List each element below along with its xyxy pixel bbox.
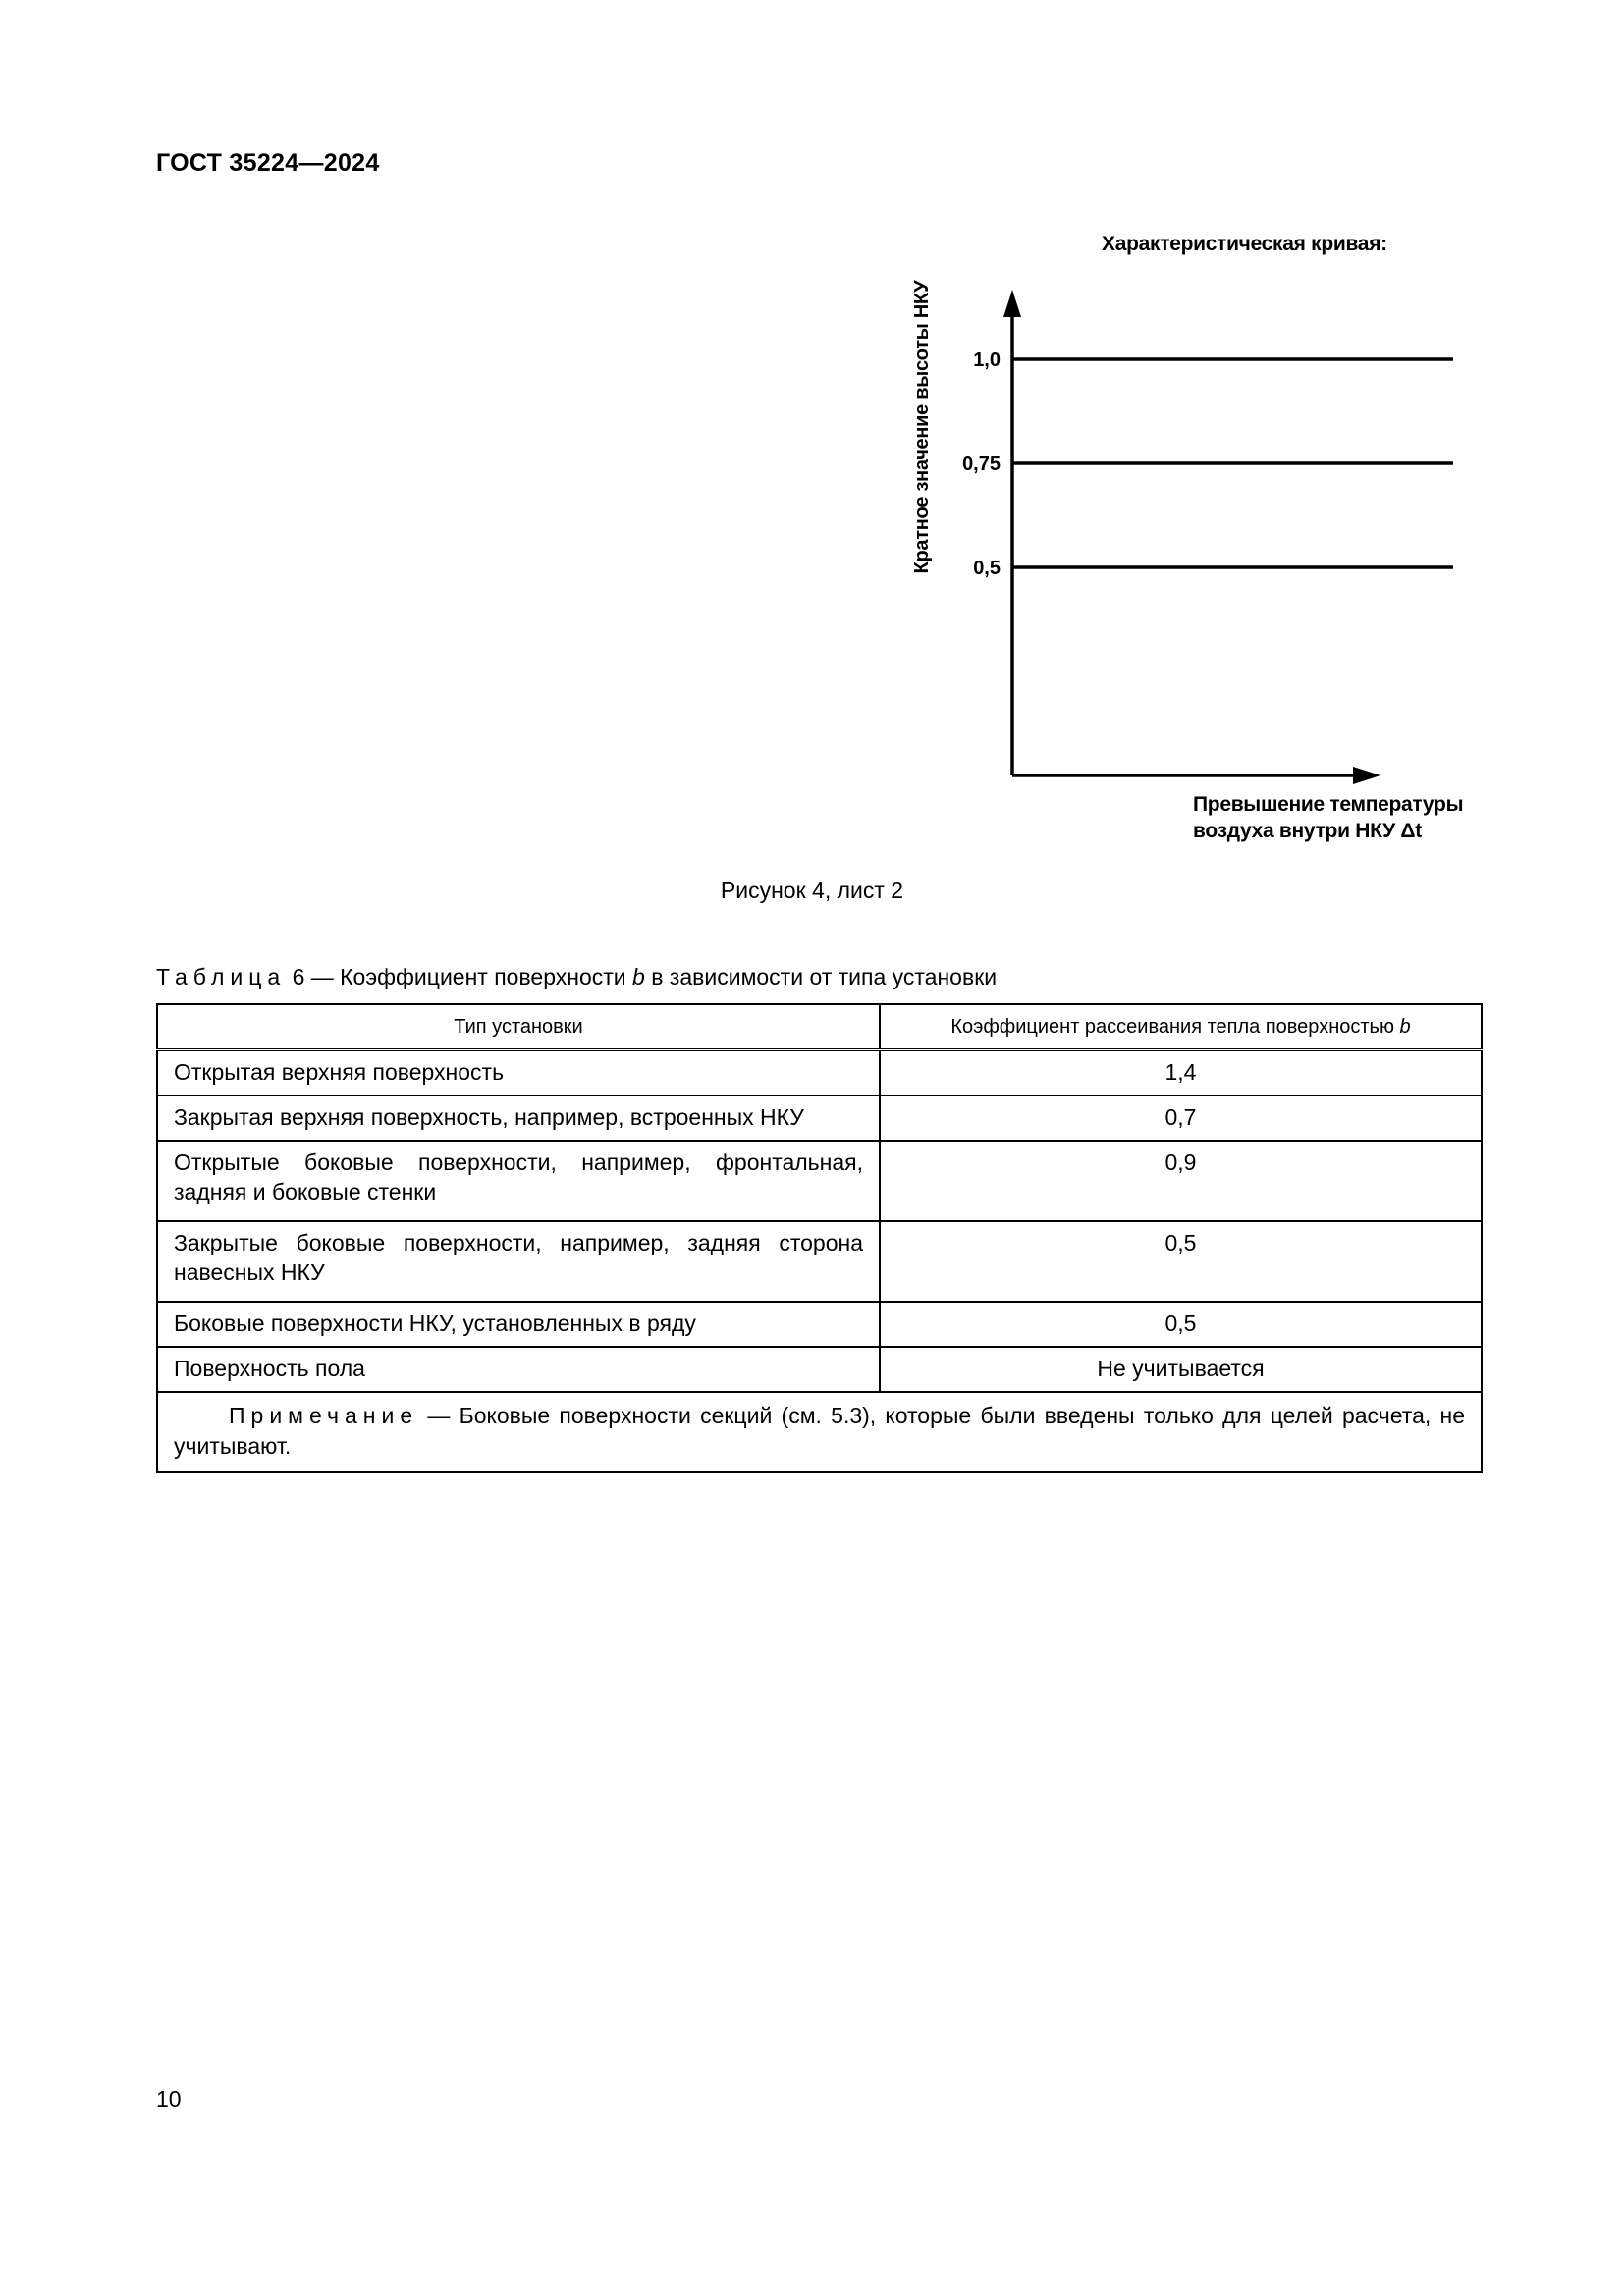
header-coefficient: Коэффициент рассеивания тепла поверхностью b: [880, 1004, 1482, 1050]
installation-type-cell: Поверхность пола: [157, 1347, 880, 1392]
chart-title: Характеристическая кривая:: [1102, 233, 1387, 255]
y-axis-arrow: [1003, 290, 1021, 317]
table-row: [157, 1050, 1482, 1096]
note-label: Примечание: [229, 1403, 419, 1428]
y-tick-label: 1,0: [973, 349, 1001, 371]
table-row: [157, 1221, 1482, 1302]
x-axis-label-line-1: Превышение температуры: [1193, 793, 1464, 816]
installation-type-cell: Открытые боковые поверхности, например, фронтальная, задняя и боковые стенки: [157, 1141, 880, 1221]
coefficient-cell: 0,5: [880, 1302, 1482, 1347]
note-text: — Боковые поверхности секций (см. 5.3), которые были введены только для целей расчета, не учитывают.: [174, 1403, 1465, 1459]
coefficient-cell: 0,5: [880, 1221, 1482, 1302]
y-tick-label: 0,75: [962, 454, 1001, 475]
document-code: ГОСТ 35224—2024: [156, 149, 380, 177]
header-installation-type: Тип установки: [157, 1004, 880, 1050]
installation-type-cell: Открытая верхняя поверхность: [157, 1050, 880, 1096]
table-row: [157, 1302, 1482, 1347]
table-header-row: [157, 1004, 1482, 1050]
x-axis-label-line-2: воздуха внутри НКУ Δt: [1193, 820, 1422, 842]
installation-type-cell: Закрытая верхняя поверхность, например, встроенных НКУ: [157, 1095, 880, 1141]
table-row: [157, 1347, 1482, 1392]
table-note: [157, 1392, 1482, 1472]
table-row: [157, 1141, 1482, 1221]
page-number: 10: [156, 2086, 182, 2111]
characteristic-curve-chart: [884, 221, 1492, 859]
coefficient-cell: Не учитывается: [880, 1347, 1482, 1392]
coefficient-cell: 1,4: [880, 1050, 1482, 1096]
table-title: [156, 964, 997, 990]
figure-caption: Рисунок 4, лист 2: [720, 878, 904, 903]
installation-type-cell: Закрытые боковые поверхности, например, задняя сторона навесных НКУ: [157, 1221, 880, 1302]
y-tick-label: 0,5: [973, 558, 1001, 579]
x-axis-arrow: [1353, 767, 1380, 784]
table-title-text: 6 — Коэффициент поверхности b в зависимости от типа установки: [292, 964, 998, 989]
table-note-row: [157, 1392, 1482, 1472]
coefficient-cell: 0,7: [880, 1095, 1482, 1141]
installation-type-cell: Боковые поверхности НКУ, установленных в ряду: [157, 1302, 880, 1347]
coefficient-cell: 0,9: [880, 1141, 1482, 1221]
y-axis-label: Кратное значение высоты НКУ: [911, 280, 933, 574]
table-row: [157, 1095, 1482, 1141]
coefficient-table: [156, 1003, 1483, 1473]
table-label: Таблица: [156, 964, 287, 989]
